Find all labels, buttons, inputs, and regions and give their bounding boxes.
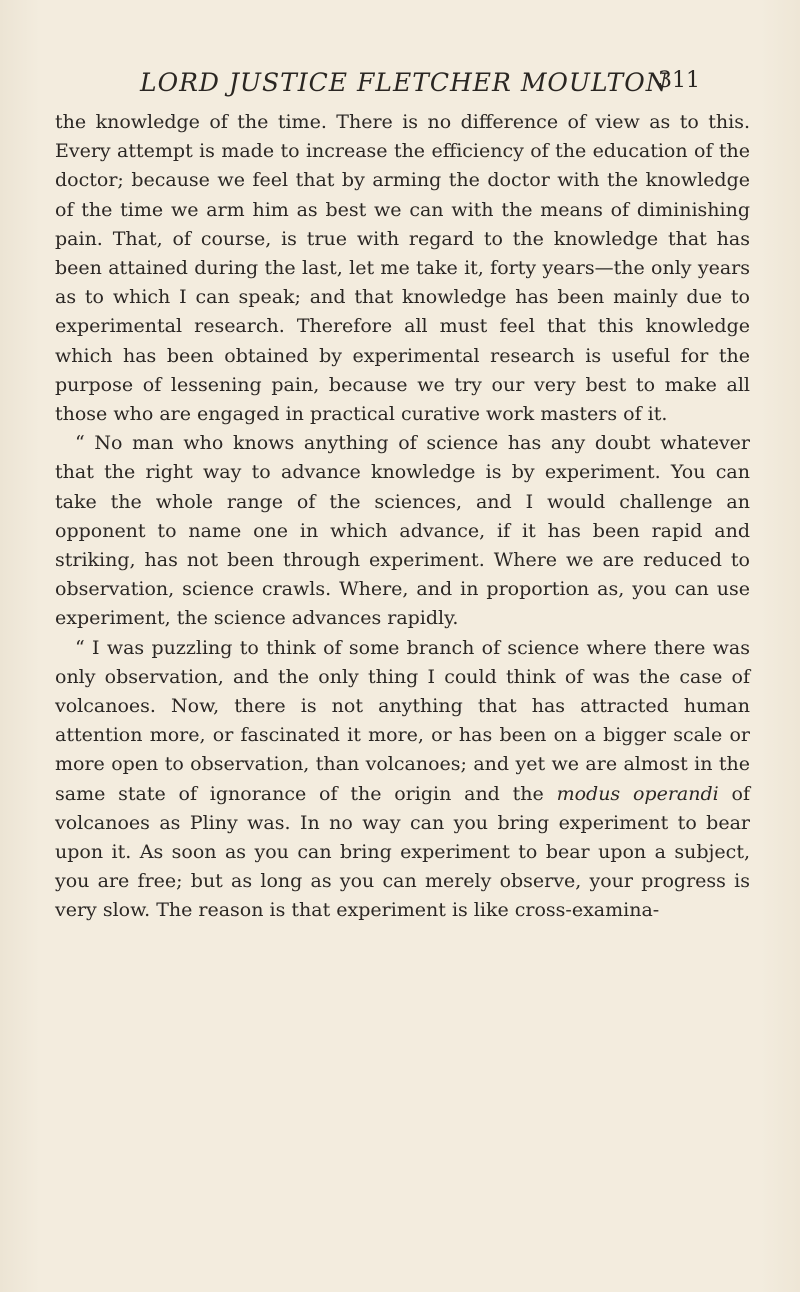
running-title: LORD JUSTICE FLETCHER MOULTON — [140, 68, 669, 97]
running-head — [140, 68, 700, 102]
paragraph-2: “ No man who knows anything of science has any doubt whatever that the right way to advance knowledge is by experiment. You can take the whole range of the sciences, and I would challenge an opponent to name one in which advance, if it has been rapid and striking, has not been through experiment. Where we are reduced to observation, science crawls. Where, and in proportion as, you can use experiment, the science advances rapidly. — [55, 432, 750, 630]
paragraph-1: the knowledge of the time. There is no difference of view as to this. Every attempt is made to increase the efficiency of the education of the doctor; because we feel that by arming the doctor with the knowledge of the time we arm him as best we can with the means of diminishing pain. That, of course, is true with regard to the knowledge that has been attained during the last, let me take it, forty years—the only years as to which I can speak; and that knowledge has been mainly due to experimental research. Therefore all must feel that this knowledge which has been obtained by experimental research is useful for the purpose of lessening pain, because we try our very best to make all those who are engaged in practical curative work masters of it. — [55, 111, 750, 426]
italic-phrase: modus operandi — [556, 782, 719, 805]
paragraph-3-text-before-italic: “ I was puzzling to think of some branch of science where there was only observation, and the only thing I could think of was the case of volcanoes. Now, there is not anything that has attracted human attention more, or fascinated it more, or has been on a bigger scale or more open to observation, than volcanoes; and yet we are almost in the same state of ignorance of the origin and the — [55, 636, 750, 805]
page-number: 311 — [658, 68, 700, 93]
paragraph-3 — [55, 634, 750, 926]
body-text — [55, 108, 750, 926]
paragraph-3-text-after-italic: of volcanoes as Pliny was. In no way can you bring experiment to bear upon it. As soon as you can bring experiment to bear upon a subject, you are free; but as long as you can merely observe, your progress is very slow. The reason is that experiment is like cross-examina- — [55, 782, 750, 922]
